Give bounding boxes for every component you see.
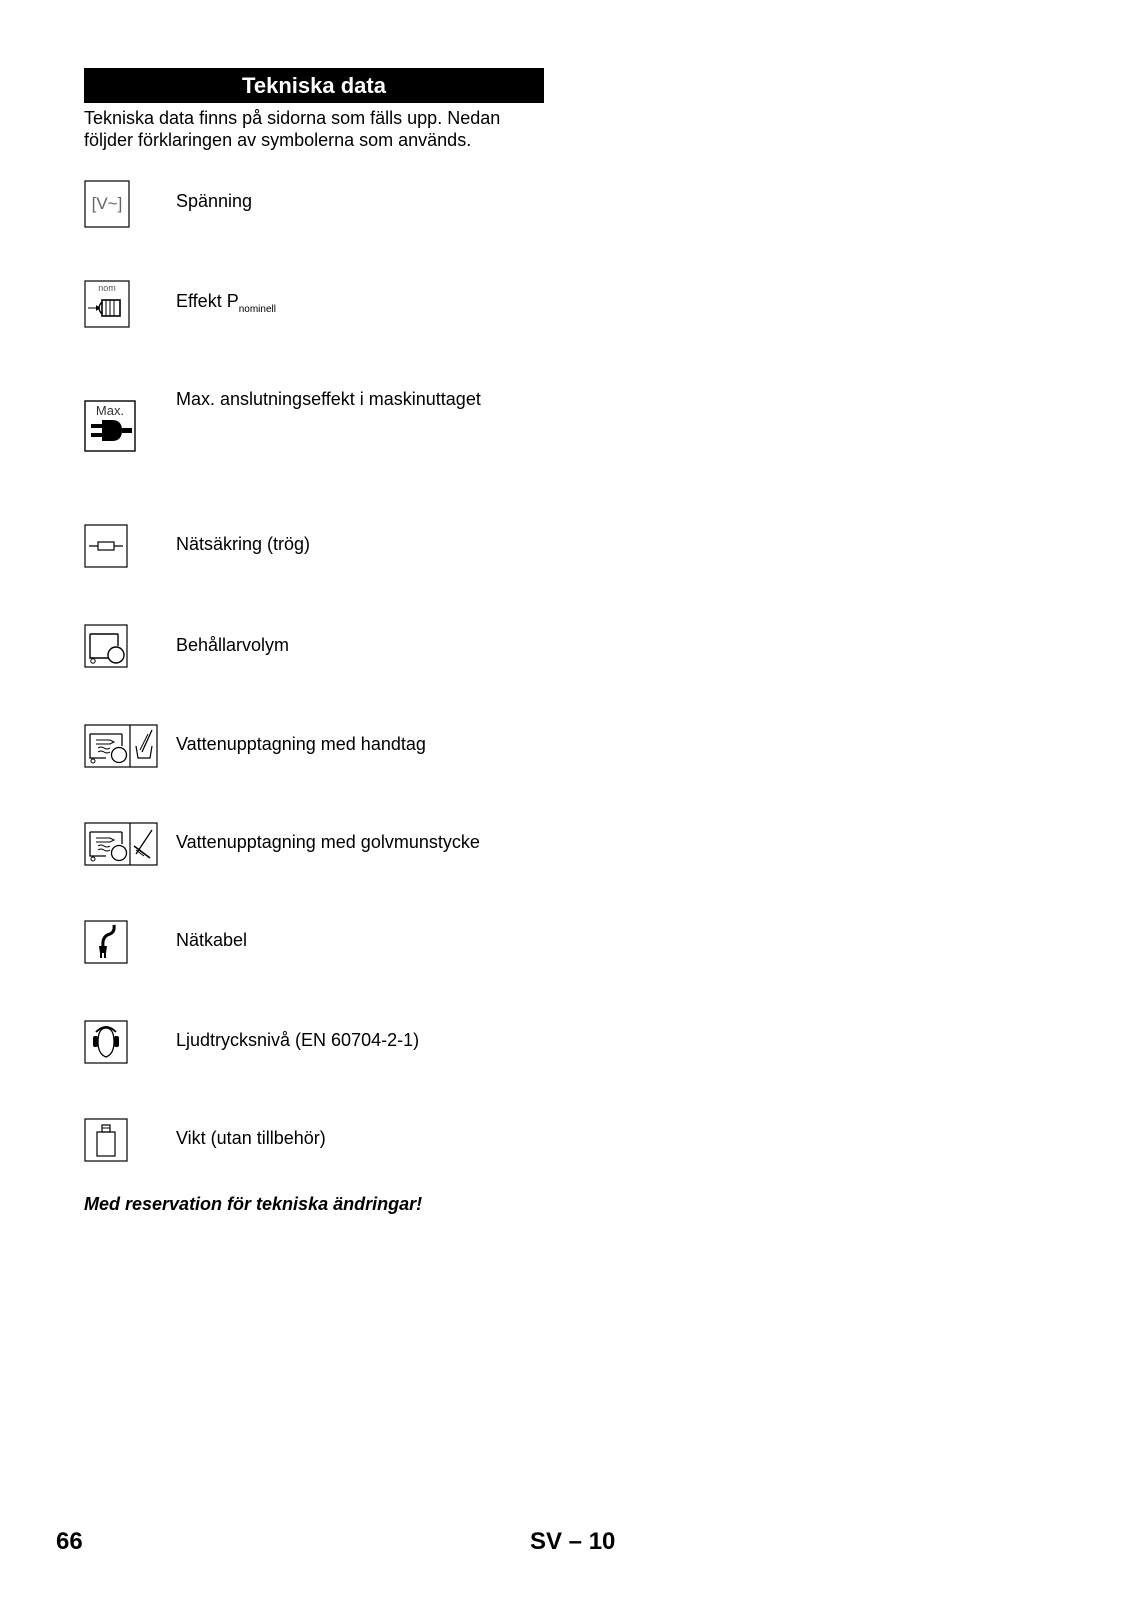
power-label-subscript: nominell [238,304,276,315]
water-pickup-handle-icon [84,724,158,768]
container-volume-icon [84,624,128,668]
container-label: Behållarvolym [176,635,290,655]
fuse-icon [84,524,128,568]
page-number: 66 [56,1528,83,1555]
weight-label: Vikt (utan tillbehör) [176,1128,326,1148]
voltage-icon [84,180,130,228]
motor-power-icon [84,280,130,328]
water-pickup-floor-nozzle-icon [84,822,158,866]
weight-icon [84,1118,128,1162]
water-floor-label: Vattenupptagning med golvmunstycke [176,832,480,852]
max-glyph: Max. [95,403,125,418]
power-glyph: nom [98,283,116,293]
power-cable-icon [84,920,128,964]
cable-label: Nätkabel [176,930,248,950]
max-socket-plug-icon [84,400,136,452]
water-handle-label: Vattenupptagning med handtag [176,734,426,754]
page-title: Tekniska data [84,68,544,103]
voltage-glyph: [V~] [91,194,123,213]
max-socket-label: Max. anslutningseffekt i maskinuttaget [176,389,481,409]
intro-text: Tekniska data finns på sidorna som fälls upp. Nedan följder förklaringen av symbolerna som används. [84,108,501,150]
power-label: Effekt $P_{nominell}$ [176,291,276,315]
voltage-label: Spänning [176,191,253,211]
sound-pressure-icon [84,1020,128,1064]
disclaimer-note: Med reservation för tekniska ändringar! [84,1194,423,1214]
sound-label: Ljudtrycksnivå (EN 60704-2-1) [176,1030,420,1050]
section-page-number: SV – 10 [530,1528,616,1555]
fuse-label: Nätsäkring (trög) [176,534,311,554]
